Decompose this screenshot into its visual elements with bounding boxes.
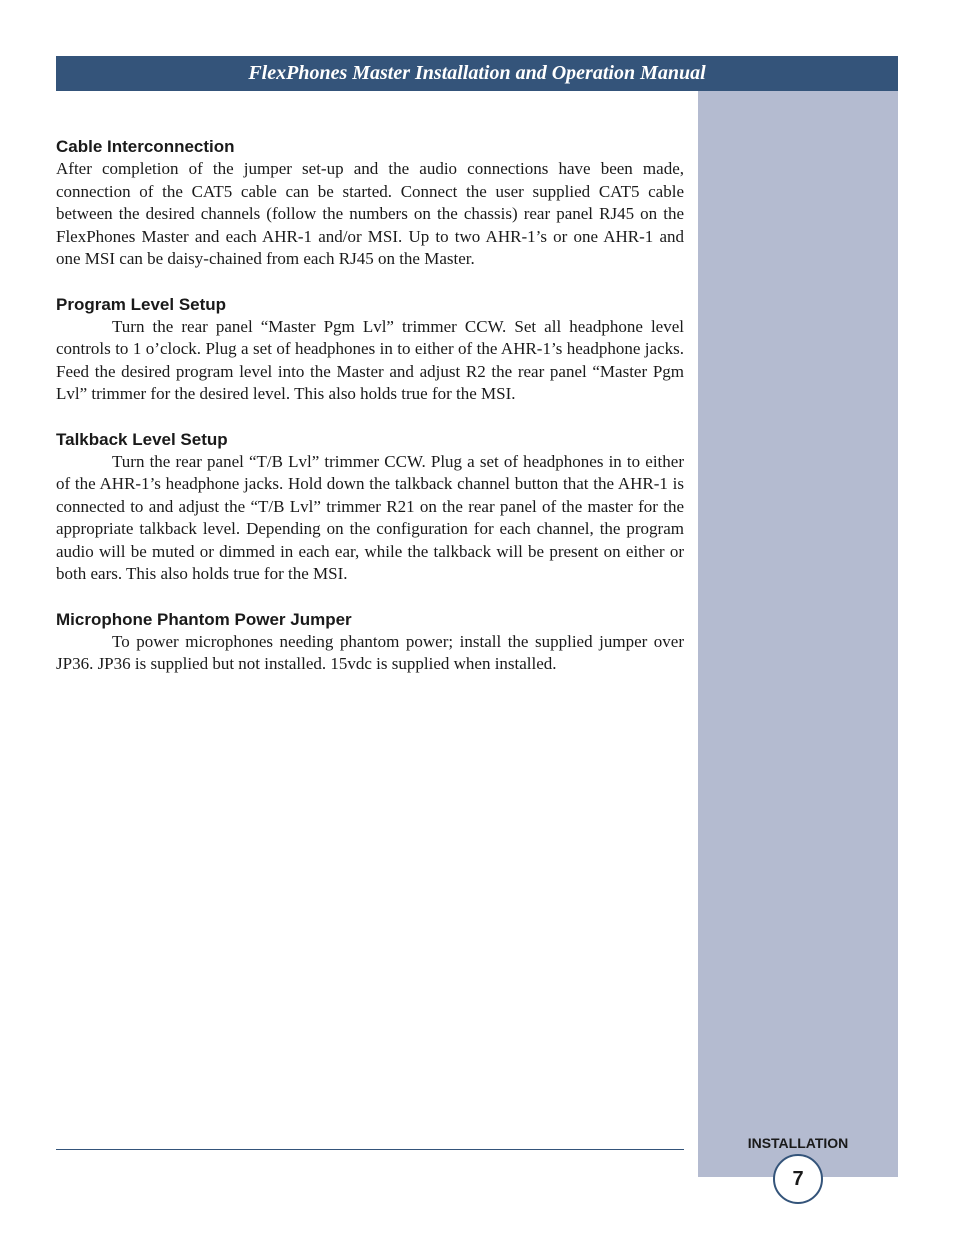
section-heading: Microphone Phantom Power Jumper bbox=[56, 609, 352, 629]
section-microphone-phantom-power-jumper bbox=[56, 609, 684, 676]
footer-divider bbox=[56, 1149, 684, 1150]
footer-section-label: INSTALLATION bbox=[747, 1135, 849, 1151]
side-panel bbox=[698, 91, 898, 1177]
section-heading: Cable Interconnection bbox=[56, 137, 235, 156]
main-content bbox=[56, 136, 684, 699]
page-title: FlexPhones Master Installation and Operation Manual bbox=[248, 62, 706, 84]
section-heading: Program Level Setup bbox=[56, 294, 227, 314]
section-talkback-level-setup bbox=[56, 429, 684, 586]
section-cable-interconnection bbox=[56, 136, 684, 271]
page-number: 7 bbox=[773, 1154, 823, 1204]
section-body: After completion of the jumper set-up and the audio connections have been made, connection of the CAT5 cable can be started. Connect the user supplied CAT5 cable between the desired channels (follow the numbers on the chassis) rear panel RJ45 on the FlexPhones Master and each AHR-1 and/or MSI. Up to two AHR-1’s or one AHR-1 and one MSI can be daisy-chained from each RJ45 on the Master. bbox=[56, 159, 684, 268]
header-bar bbox=[56, 56, 898, 91]
section-body: Turn the rear panel “Master Pgm Lvl” trimmer CCW. Set all headphone level controls to 1 o’clock. Plug a set of headphones in to either of the AHR-1’s headphone jacks. Feed the desired program level into the Master and adjust R2 the rear panel “Master Pgm Lvl” trimmer for the desired level. This also holds true for the MSI. bbox=[56, 316, 684, 403]
section-program-level-setup bbox=[56, 294, 684, 406]
section-heading: Talkback Level Setup bbox=[56, 429, 228, 449]
section-body: Turn the rear panel “T/B Lvl” trimmer CCW. Plug a set of headphones in to either of the AHR-1’s headphone jacks. Hold down the talkback channel button that the AHR-1 is connected to and adjust the “T/B Lvl” trimmer R21 on the rear panel of the master for the appropriate talkback level. Depending on the configuration for each channel, the program audio will be muted or dimmed in each ear, while the talkback will be present on either or both ears. This also holds true for the MSI. bbox=[56, 451, 684, 583]
section-body: To power microphones needing phantom power; install the supplied jumper over JP36. JP36 is supplied but not installed. 15vdc is supplied when installed. bbox=[56, 631, 684, 673]
